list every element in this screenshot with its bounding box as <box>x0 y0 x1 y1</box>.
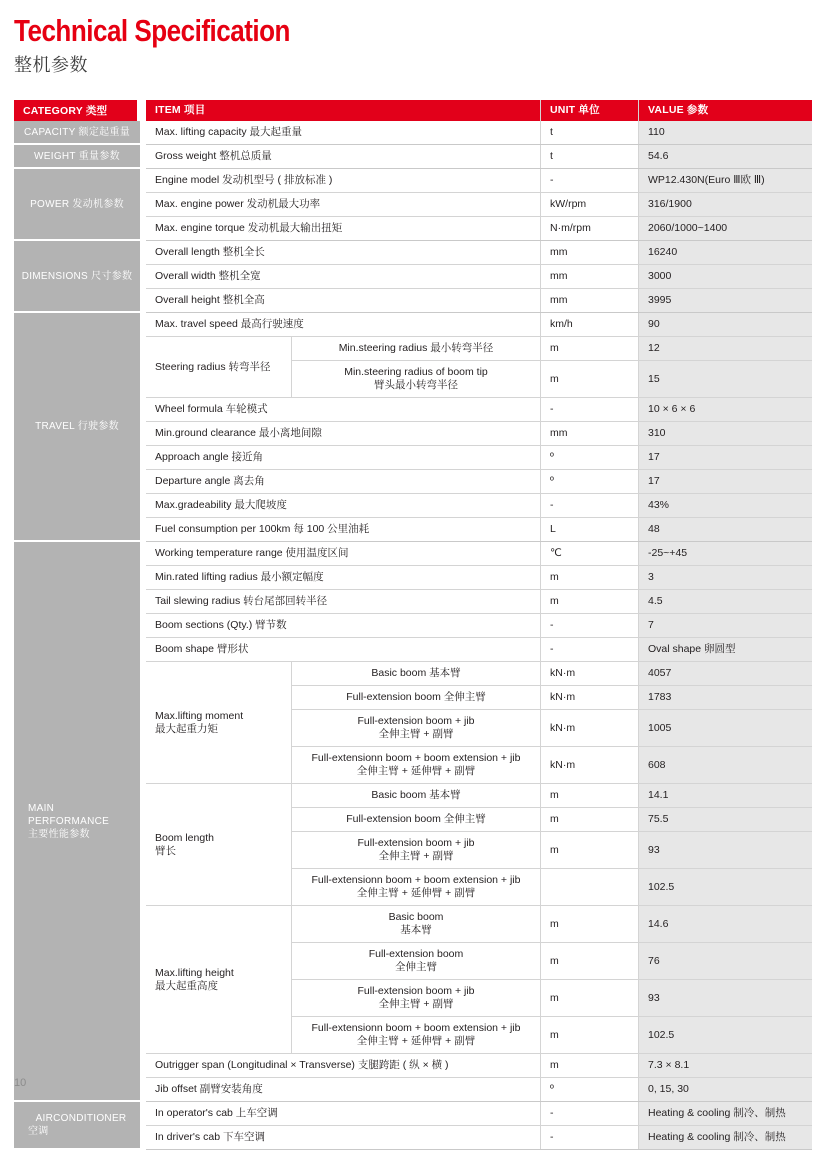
cell-subitem-line1: Basic boom <box>388 911 444 923</box>
cell-unit: kN·m <box>540 686 638 709</box>
page-title-en: Technical Specification <box>14 13 290 48</box>
table-row <box>146 217 812 241</box>
category-label-line: MAIN <box>28 802 55 814</box>
cell-subitem-line1: Basic boom 基本臂 <box>371 789 461 801</box>
cell-subitem <box>292 832 540 868</box>
column-header-item: ITEM 项目 <box>146 100 540 121</box>
cell-subitem-line2: 全伸主臂 + 延伸臂 + 副臂 <box>356 887 476 899</box>
cell-item: Max. travel speed 最高行驶速度 <box>155 318 304 330</box>
cell-subitem-line2: 全伸主臂 + 副臂 <box>378 850 454 862</box>
cell-unit: kW/rpm <box>540 193 638 216</box>
cell-value: 48 <box>638 518 812 541</box>
cell-value: Heating & cooling 制冷、制热 <box>638 1102 812 1125</box>
category-label-line: CAPACITY 额定起重量 <box>23 126 131 138</box>
cell-unit: m <box>540 980 638 1016</box>
cell-unit: m <box>540 808 638 831</box>
cell-unit: - <box>540 1126 638 1149</box>
cell-value: 12 <box>638 337 812 360</box>
cell-value: 0, 15, 30 <box>638 1078 812 1101</box>
cell-item: Max. engine torque 发动机最大输出扭矩 <box>155 222 343 234</box>
column-header-unit: UNIT 单位 <box>540 100 638 121</box>
cell-value: 90 <box>638 313 812 336</box>
cell-unit: t <box>540 145 638 168</box>
cell-value: 93 <box>638 980 812 1016</box>
table-row <box>146 241 812 265</box>
cell-value: 75.5 <box>638 808 812 831</box>
cell-unit: m <box>540 943 638 979</box>
section-power <box>146 169 812 241</box>
table-subrow <box>292 808 812 832</box>
cell-unit: kN·m <box>540 710 638 746</box>
group-max-lifting-moment-subrows <box>292 662 812 783</box>
cell-value: 2060/1000~1400 <box>638 217 812 240</box>
cell-unit <box>540 869 638 905</box>
table-row <box>146 121 812 145</box>
cell-value: 15 <box>638 361 812 397</box>
cell-item: Overall height 整机全高 <box>155 294 265 306</box>
cell-value: 608 <box>638 747 812 783</box>
cell-subitem <box>292 980 540 1016</box>
group-steering-radius <box>146 337 812 398</box>
group-steering-radius-label-line1: Steering radius 转弯半径 <box>155 360 271 373</box>
table-subrow <box>292 747 812 783</box>
category-label-main <box>14 542 140 1100</box>
group-boom-length-label <box>146 784 292 905</box>
category-label-line: WEIGHT 重量参数 <box>34 150 120 162</box>
category-label-line: AIRCONDITIONER <box>35 1113 127 1124</box>
group-steering-radius-label <box>146 337 292 397</box>
table-row <box>146 590 812 614</box>
table-subrow <box>292 832 812 869</box>
table-subrow <box>292 943 812 980</box>
table-header-row <box>14 100 812 121</box>
cell-item: Min.ground clearance 最小离地间隙 <box>155 427 322 439</box>
cell-unit: N·m/rpm <box>540 217 638 240</box>
table-row <box>146 193 812 217</box>
cell-unit: m <box>540 590 638 613</box>
cell-value: 43% <box>638 494 812 517</box>
cell-value: 310 <box>638 422 812 445</box>
cell-subitem <box>292 747 540 783</box>
cell-unit: º <box>540 446 638 469</box>
table-row <box>146 398 812 422</box>
cell-unit: kN·m <box>540 662 638 685</box>
table-subrow <box>292 710 812 747</box>
cell-unit: m <box>540 906 638 942</box>
technical-specification-table <box>14 100 812 1150</box>
category-label-line: POWER 发动机参数 <box>30 198 124 210</box>
category-label-travel <box>14 313 140 540</box>
cell-unit: - <box>540 614 638 637</box>
cell-item: Working temperature range 使用温度区间 <box>155 547 349 559</box>
table-row <box>146 518 812 542</box>
category-label-weight <box>14 145 140 167</box>
cell-unit: - <box>540 1102 638 1125</box>
table-subrow <box>292 869 812 905</box>
table-body <box>14 121 812 1150</box>
cell-subitem-line1: Min.steering radius 最小转弯半径 <box>338 342 494 354</box>
cell-value: 3995 <box>638 289 812 312</box>
cell-subitem-line2: 全伸主臂 + 副臂 <box>378 998 454 1010</box>
cell-item: Overall width 整机全宽 <box>155 270 261 282</box>
page-number: 10 <box>14 1077 27 1089</box>
cell-value: 4057 <box>638 662 812 685</box>
cell-value: 17 <box>638 446 812 469</box>
cell-subitem-line1: Full-extension boom <box>368 948 464 960</box>
cell-unit: - <box>540 398 638 421</box>
cell-subitem <box>292 1017 540 1053</box>
cell-unit: m <box>540 784 638 807</box>
category-rail <box>14 121 140 1150</box>
cell-unit: - <box>540 169 638 192</box>
section-capacity <box>146 121 812 145</box>
cell-value: 93 <box>638 832 812 868</box>
cell-unit: mm <box>540 265 638 288</box>
rows-column <box>146 121 812 1150</box>
table-row <box>146 638 812 662</box>
section-travel <box>146 313 812 542</box>
cell-item: Jib offset 副臂安装角度 <box>155 1083 263 1095</box>
group-steering-radius-subrows <box>292 337 812 397</box>
cell-item: Engine model 发动机型号 ( 排放标准 ) <box>155 174 333 186</box>
cell-subitem <box>292 906 540 942</box>
cell-item: Overall length 整机全长 <box>155 246 265 258</box>
cell-item: Gross weight 整机总质量 <box>155 150 272 162</box>
category-label-power <box>14 169 140 239</box>
cell-value: 16240 <box>638 241 812 264</box>
cell-subitem-line1: Full-extension boom + jib <box>357 837 475 849</box>
table-row <box>146 542 812 566</box>
column-header-category: CATEGORY 类型 <box>14 100 137 121</box>
group-boom-length-subrows <box>292 784 812 905</box>
table-row <box>146 470 812 494</box>
cell-subitem <box>292 784 540 807</box>
cell-value: 7 <box>638 614 812 637</box>
table-row <box>146 1078 812 1102</box>
category-label-line: 空调 <box>28 1126 49 1137</box>
category-label-dimensions <box>14 241 140 311</box>
table-row <box>146 1054 812 1078</box>
cell-item: Boom shape 臂形状 <box>155 643 249 655</box>
group-max-lifting-height <box>146 906 812 1054</box>
cell-unit: m <box>540 361 638 397</box>
cell-value: 76 <box>638 943 812 979</box>
cell-subitem-line1: Full-extension boom 全伸主臂 <box>346 813 486 825</box>
cell-item: Departure angle 离去角 <box>155 475 265 487</box>
cell-item: Min.rated lifting radius 最小额定幅度 <box>155 571 324 583</box>
cell-subitem <box>292 662 540 685</box>
cell-value: 54.6 <box>638 145 812 168</box>
table-subrow <box>292 662 812 686</box>
group-max-lifting-moment <box>146 662 812 784</box>
cell-item: In driver's cab 下车空调 <box>155 1131 265 1143</box>
cell-item: Approach angle 接近角 <box>155 451 263 463</box>
cell-item: Tail slewing radius 转台尾部回转半径 <box>155 595 328 607</box>
cell-unit: º <box>540 1078 638 1101</box>
cell-value: 3 <box>638 566 812 589</box>
cell-subitem <box>292 710 540 746</box>
table-row <box>146 145 812 169</box>
category-label-line: PERFORMANCE <box>28 815 110 827</box>
cell-value: 110 <box>638 121 812 144</box>
cell-subitem-line2: 全伸主臂 + 延伸臂 + 副臂 <box>356 765 476 777</box>
cell-subitem-line1: Min.steering radius of boom tip <box>344 366 488 378</box>
cell-unit: - <box>540 638 638 661</box>
group-max-lifting-moment-label <box>146 662 292 783</box>
group-boom-length-label-line2: 臂长 <box>155 844 176 857</box>
cell-value: 102.5 <box>638 1017 812 1053</box>
cell-value: 14.1 <box>638 784 812 807</box>
cell-item: Fuel consumption per 100km 每 100 公里油耗 <box>155 523 370 535</box>
cell-value: 316/1900 <box>638 193 812 216</box>
cell-unit: - <box>540 494 638 517</box>
cell-item: Outrigger span (Longitudinal × Transverse) 支腿跨距 ( 纵 × 横 ) <box>155 1059 449 1071</box>
group-max-lifting-height-label <box>146 906 292 1053</box>
table-row <box>146 494 812 518</box>
cell-value: 7.3 × 8.1 <box>638 1054 812 1077</box>
page-title-zh: 整机参数 <box>14 55 88 75</box>
table-subrow <box>292 361 812 397</box>
page-header <box>0 0 826 77</box>
cell-value: 102.5 <box>638 869 812 905</box>
cell-unit: ℃ <box>540 542 638 565</box>
section-air <box>146 1102 812 1150</box>
category-label-line: 主要性能参数 <box>28 828 90 840</box>
cell-value: -25~+45 <box>638 542 812 565</box>
cell-subitem <box>292 337 540 360</box>
group-max-lifting-height-label-line1: Max.lifting height <box>155 966 234 979</box>
cell-unit: m <box>540 1017 638 1053</box>
table-subrow <box>292 337 812 361</box>
category-label-capacity <box>14 121 140 143</box>
cell-unit: kN·m <box>540 747 638 783</box>
cell-value: 17 <box>638 470 812 493</box>
cell-subitem-line1: Full-extensionn boom + boom extension + jib <box>311 752 521 764</box>
table-subrow <box>292 686 812 710</box>
cell-subitem-line1: Full-extension boom + jib <box>357 715 475 727</box>
table-subrow <box>292 1017 812 1053</box>
cell-subitem-line1: Full-extensionn boom + boom extension + jib <box>311 874 521 886</box>
table-row <box>146 614 812 638</box>
cell-unit: mm <box>540 422 638 445</box>
cell-value: 1005 <box>638 710 812 746</box>
cell-item: Max. lifting capacity 最大起重量 <box>155 126 303 138</box>
cell-unit: m <box>540 1054 638 1077</box>
cell-unit: t <box>540 121 638 144</box>
group-max-lifting-height-label-line2: 最大起重高度 <box>155 979 218 992</box>
cell-item: Boom sections (Qty.) 臂节数 <box>155 619 287 631</box>
cell-subitem <box>292 361 540 397</box>
column-header-value: VALUE 参数 <box>638 100 812 121</box>
cell-value: WP12.430N(Euro Ⅲ欧 Ⅲ) <box>638 169 812 192</box>
table-row <box>146 1126 812 1150</box>
cell-value: 3000 <box>638 265 812 288</box>
category-label-line: TRAVEL 行驶参数 <box>35 421 119 432</box>
cell-unit: º <box>540 470 638 493</box>
cell-subitem-line1: Full-extension boom 全伸主臂 <box>346 691 486 703</box>
table-row <box>146 566 812 590</box>
cell-subitem-line1: Full-extensionn boom + boom extension + jib <box>311 1022 521 1034</box>
cell-unit: L <box>540 518 638 541</box>
category-label-air <box>14 1102 140 1148</box>
cell-value: 10 × 6 × 6 <box>638 398 812 421</box>
cell-subitem-line2: 全伸主臂 + 延伸臂 + 副臂 <box>356 1035 476 1047</box>
cell-value: Heating & cooling 制冷、制热 <box>638 1126 812 1149</box>
table-row <box>146 446 812 470</box>
cell-unit: km/h <box>540 313 638 336</box>
cell-subitem <box>292 869 540 905</box>
table-subrow <box>292 784 812 808</box>
table-subrow <box>292 906 812 943</box>
section-dimensions <box>146 241 812 313</box>
cell-subitem-line2: 臂头最小转弯半径 <box>374 379 458 391</box>
cell-subitem-line2: 全伸主臂 + 副臂 <box>378 728 454 740</box>
cell-unit: mm <box>540 289 638 312</box>
cell-subitem <box>292 943 540 979</box>
section-main <box>146 542 812 1102</box>
group-boom-length <box>146 784 812 906</box>
cell-subitem-line1: Basic boom 基本臂 <box>371 667 461 679</box>
table-row <box>146 313 812 337</box>
group-max-lifting-moment-label-line1: Max.lifting moment <box>155 709 244 722</box>
table-subrow <box>292 980 812 1017</box>
category-label-line: DIMENSIONS 尺寸参数 <box>21 270 133 282</box>
cell-unit: m <box>540 337 638 360</box>
cell-subitem <box>292 686 540 709</box>
cell-value: Oval shape 卵圆型 <box>638 638 812 661</box>
cell-subitem-line2: 基本臂 <box>400 924 432 936</box>
cell-value: 4.5 <box>638 590 812 613</box>
cell-subitem-line2: 全伸主臂 <box>395 961 437 973</box>
cell-value: 14.6 <box>638 906 812 942</box>
table-row <box>146 289 812 313</box>
cell-item: Max. engine power 发动机最大功率 <box>155 198 321 210</box>
table-row <box>146 169 812 193</box>
group-max-lifting-moment-label-line2: 最大起重力矩 <box>155 722 218 735</box>
cell-unit: m <box>540 566 638 589</box>
table-row <box>146 422 812 446</box>
cell-item: In operator's cab 上车空调 <box>155 1107 278 1119</box>
group-max-lifting-height-subrows <box>292 906 812 1053</box>
cell-unit: mm <box>540 241 638 264</box>
group-boom-length-label-line1: Boom length <box>155 831 214 844</box>
section-weight <box>146 145 812 169</box>
cell-item: Wheel formula 车轮模式 <box>155 403 268 415</box>
cell-subitem <box>292 808 540 831</box>
cell-unit: m <box>540 832 638 868</box>
cell-item: Max.gradeability 最大爬坡度 <box>155 499 287 511</box>
cell-subitem-line1: Full-extension boom + jib <box>357 985 475 997</box>
cell-value: 1783 <box>638 686 812 709</box>
table-row <box>146 265 812 289</box>
header-gap <box>137 100 146 121</box>
